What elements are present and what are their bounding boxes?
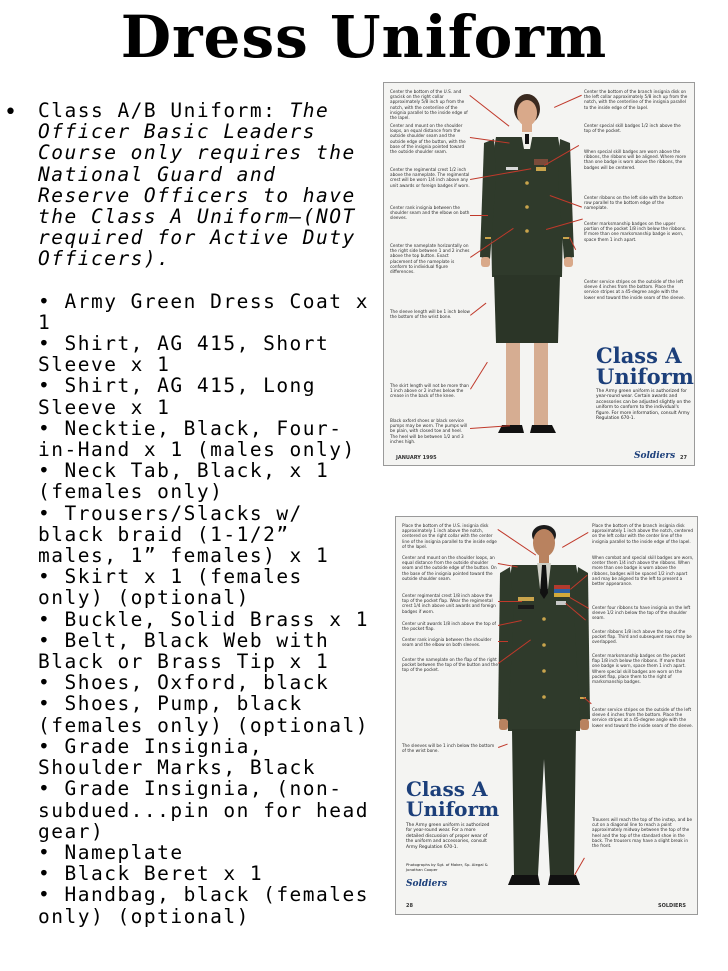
caption: The skirt length will not be more than 1 inch above or 2 inches below the crease in the back of the knee.: [390, 383, 469, 399]
caption: Center service stripes on the outside of the left sleeve 4 inches from the bottom. Place the service stripes at a 45-degree angle with the lower end toward the inside seam of the sleeve.: [584, 279, 685, 300]
list-item: • Black Beret x 1: [38, 862, 264, 886]
caption: Center the bottom of the branch insignia disk on the left collar approximately 5/8 inch up from the notch, with the centerline of the insignia parallel to the inside edge of the lapel.: [584, 89, 688, 110]
intro-note: The Officer Basic Leaders Course only requires the National Guard and Reserve Officers to have the Class A Uniform—(NOT required for Active Duty Officers).: [38, 99, 370, 271]
caption: Center marksmanship badges on the pocket flap 1/8 inch below the ribbons. If more than one badge is worn, space them 1 inch apart. Where special skill badges are worn on the pocket flap, place them to the right of marksmanship badges.: [592, 653, 686, 685]
caption: Center regimental crest 1/8 inch above the top of the pocket flap. Wear the regimental crest 1/4 inch above unit awards and foreign badges if worn.: [402, 593, 496, 614]
magazine-description: The Army green uniform is authorized for year-round wear. Certain awards and accessories can be adjusted slightly on the uniform to conform to the individual's figure. For more information, consult Army Regulation 670-1.: [596, 389, 691, 422]
leader-line: [498, 641, 508, 642]
caption: When combat and special skill badges are worn, center them 1/4 inch above the ribbons. When more than one badge is worn above the ribbons, badges will be spaced 1/2 inch apart and may be aligned to the left to present a better appearance.: [592, 555, 694, 587]
soldiers-logo: Soldiers: [634, 451, 676, 461]
list-item: • Army Green Dress Coat x 1: [38, 289, 383, 334]
list-item: • Nameplate: [38, 840, 184, 864]
caption: Center special skill badges 1/2 inch above the top of the pocket.: [584, 123, 681, 134]
magazine-heading: Class A Uniform: [596, 343, 694, 389]
page-number: 27: [680, 455, 687, 461]
list-item: • Belt, Black Web with Black or Brass Tip x 1: [38, 628, 343, 674]
caption: Center ribbons on the left side with the bottom row parallel to the bottom edge of the nameplate.: [584, 195, 683, 211]
soldiers-logo: Soldiers: [406, 879, 448, 889]
list-item: • Shoes, Oxford, black: [38, 671, 330, 695]
page-title: Dress Uniform: [120, 3, 608, 71]
leader-line: [498, 601, 522, 602]
list-item: • Handbag, black (females only) (optional): [38, 883, 383, 928]
male-soldier-illustration: [496, 519, 592, 899]
caption: Place the bottom of the branch insignia disk approximately 1 inch above the notch, centered on the left collar with the center line of the insignia parallel to the inside edge of the lapel.: [592, 523, 693, 544]
photo-credit: Photographs by Sgt. of Maker, Sp. Alegal & Jonathan Cooper: [406, 862, 488, 872]
list-item: • Shoes, Pump, black (females only) (optional): [38, 692, 369, 737]
list-item: • Skirt x 1 (females only) (optional): [38, 565, 317, 610]
leader-line: [470, 215, 488, 216]
list-item: • Shirt, AG 415, Long Sleeve x 1: [38, 374, 330, 419]
list-item: • Necktie, Black, Four-in-Hand x 1 (males only): [38, 416, 356, 462]
caption: The sleeve length will be 1 inch below the bottom of the wrist bone.: [390, 309, 470, 320]
caption: Black oxford shoes or black service pumps may be worn. The pumps will be plain, with closed toe and heel. The heel will be between 1/2 and 3 inches high.: [390, 418, 468, 444]
caption: Center the regimental crest 1/2 inch above the nameplate. The regimental crest will be worn 1/4 inch above any unit awards or foreign badges if worn.: [390, 167, 470, 188]
intro-label: Class A/B Uniform:: [38, 99, 290, 122]
caption: Place the bottom of the U.S. insignia disk approximately 1 inch above the notch, centered on the right collar with the center line of the insignia parallel to the inside edge of the lapel.: [402, 523, 497, 549]
female-soldier-illustration: [472, 87, 582, 455]
page-footer-date: JANUARY 1995: [396, 455, 437, 461]
female-uniform-magazine-page: [383, 82, 695, 466]
items-list: [38, 291, 382, 927]
caption: Center service stripes on the outside of the left sleeve 4 inches from the bottom. Place the service stripes at a 45-degree angle with the lower end toward the inside seam of the sleeve.: [592, 707, 693, 728]
caption: Center marksmanship badges on the upper portion of the pocket 1/8 inch below the ribbons. If more than one marksmanship badge is worn, space them 1 inch apart.: [584, 221, 687, 242]
list-item: • Grade Insignia, (non-subdued...pin on for head gear): [38, 777, 383, 843]
magazine-heading: Class A Uniform: [406, 777, 500, 821]
list-item: • Grade Insignia, Shoulder Marks, Black: [38, 734, 317, 780]
caption: Trousers will reach the top of the instep, and be cut on a diagonal line to reach a point approximately midway between the top of the heel and the top of the standard shoe in the back. The trousers may have a slight break in the front.: [592, 817, 693, 849]
male-uniform-magazine-page: [395, 516, 698, 915]
caption: Center unit awards 1/8 inch above the top of the pocket flap.: [402, 621, 497, 632]
list-item: • Shirt, AG 415, Short Sleeve x 1: [38, 332, 343, 377]
caption: Center rank insignia between the shoulder seam and the elbow on both sleeves.: [402, 637, 492, 648]
caption: When special skill badges are worn above the ribbons, the ribbons will be aligned. Where more than one badge is worn above the ribbons, the badges will be centered.: [584, 149, 687, 170]
list-item: • Neck Tab, Black, x 1 (females only): [38, 459, 343, 504]
list-item: • Trousers/Slacks w/ black braid (1-1/2” males, 1” females) x 1: [38, 501, 330, 568]
caption: Center the bottom of the U.S. and gracisk on the right collar approximately 5/8 inch up from the notch, with the centerline of the insignia parallel to the inside edge of the lapel.: [390, 89, 468, 121]
caption: Center ribbons 1/8 inch above the top of the pocket flap. Third and subsequent rows may be overlapped.: [592, 629, 692, 645]
caption: Center the nameplate on the flap of the right pocket between the top of the button and the top of the pocket.: [402, 657, 498, 673]
caption: Center and mount on the shoulder loops, an equal distance from the outside shoulder seam and the outside edge of the button. On the base of the insignia pointed toward the outside shoulder seam.: [402, 555, 497, 581]
page-number: 28: [406, 903, 413, 909]
caption: Center four ribbons to have insignia on the left sleeve 1/2 inch below the top of the shoulder seam.: [592, 605, 691, 621]
uniform-requirements-list: [38, 100, 382, 927]
caption: Center and mount on the shoulder loops, an equal distance from the outside shoulder seam and the outside edge of the button, with the base of the insignia pointed toward the outside shoulder seam.: [390, 123, 466, 155]
magazine-description: The Army green uniform is authorized for year-round wear. For a more detailed discussion of proper wear of the uniform and accessories, consult Army Regulation 670-1.: [406, 823, 490, 850]
caption: Center the nameplate horizontally on the right side between 1 and 2 inches above the top button. Exact placement of the nameplate is conform to individual figure differences.: [390, 243, 470, 275]
list-item: • Buckle, Solid Brass x 1: [38, 607, 369, 631]
bullet-marker: •: [4, 100, 17, 125]
caption: Center rank insignia between the shoulder seam and the elbow on both sleeves.: [390, 205, 470, 221]
page-footer-brand: SOLDIERS: [658, 903, 686, 909]
caption: The sleeves will be 1 inch below the bottom of the wrist bone.: [402, 743, 495, 754]
